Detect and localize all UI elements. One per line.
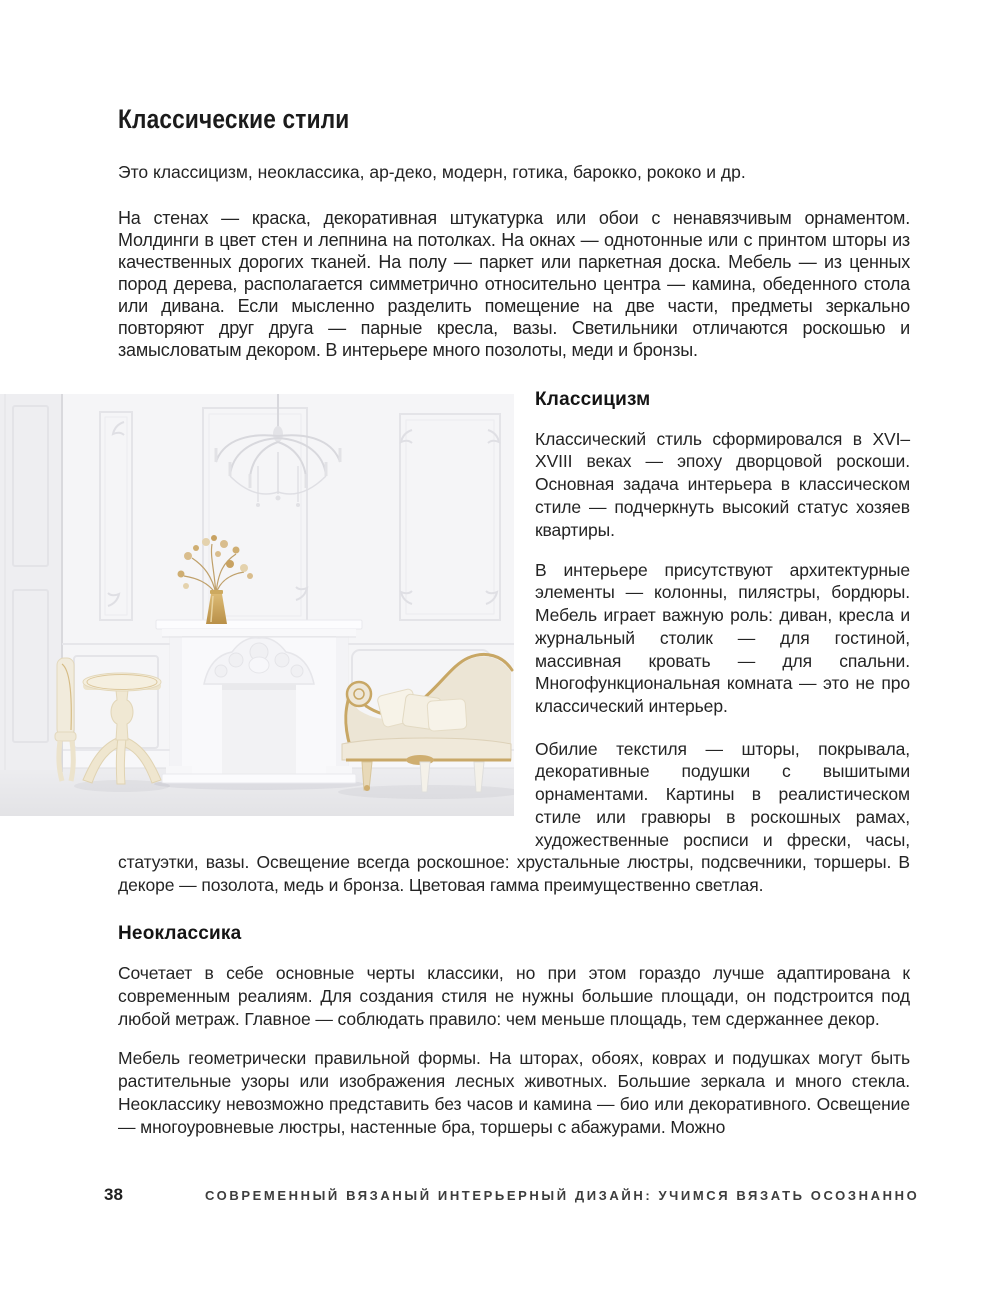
neoclassic-paragraph-2: Мебель геометрически правильной формы. На шторах, обоях, коврах и подушках могут быть растительные узоры или изображения лесных животных. Большие зеркала и много стекла. Неоклассику невозможно представить без часов и камина — био или декоративного. Освещение — многоуровневые люстры, настенные бра, торшеры с абажурами. Можно xyxy=(118,1048,910,1137)
page-footer xyxy=(104,1185,919,1205)
classicism-paragraph-2: В интерьере присутствуют архитектурные элементы — колонны, пилястры, бордюры. Мебель играет важную роль: диван, кресла и журнальный столик — для гостиной, массивная кровать — для спальни. Многофункциональная комната — это не про классический интерьер. xyxy=(535,559,910,717)
section-heading-neoclassic: Неоклассика xyxy=(118,923,242,945)
section-heading-classicism: Классицизм xyxy=(535,388,651,410)
page-number: 38 xyxy=(104,1185,123,1204)
fireplace-illustration xyxy=(154,620,364,790)
door xyxy=(0,394,62,772)
lead-paragraph: На стенах — краска, декоративная штукатурка или обои с ненавязчивым орнаментом. Молдинги в цвет стен и лепнина на потолках. На окнах — однотонные или с принтом шторы из качественных дорогих тканей. На полу — паркет или паркетная доска. Мебель — из ценных пород дерева, располагается симметрично относительно центра — камина, обеденного стола или дивана. Если мысленно разделить помещение на две части, предметы зеркально повторяют друг друга — парные кресла, вазы. Светильники отличаются роскошью и замысловатым декором. В интерьере много позолоты, меди и бронзы. xyxy=(118,207,910,360)
interior-illustration xyxy=(0,394,514,816)
neoclassic-paragraph-1: Сочетает в себе основные черты классики, но при этом гораздо лучше адаптирована к современным реалиям. Для создания стиля не нужны большие площади, он подстроится под любой метраж. Главное — соблюдать правило: чем меньше площадь, тем сдержаннее декор. xyxy=(118,963,910,1029)
running-title: СОВРЕМЕННЫЙ ВЯЗАНЫЙ ИНТЕРЬЕРНЫЙ ДИЗАЙН: УЧИМСЯ ВЯЗАТЬ ОСОЗНАННО xyxy=(205,1188,920,1203)
classicism-paragraph-3: Обилие текстиля — шторы, покрывала, декоративные подушки с вышитыми орнаментами. Картины в реалистическом стиле или гравюры в роскошных рамах, художественные росписи и фрески, часы, статуэтки, вазы. Освещение всегда роскошное: хрустальные люстры, подсвечники, торшеры. В декоре — позолота, медь и бронза. Цветовая гамма преимущественно светлая. xyxy=(118,738,910,896)
page-title: Классические стили xyxy=(118,104,350,134)
styles-section xyxy=(118,389,910,1139)
intro-paragraph: Это классицизм, неоклассика, ар-деко, модерн, готика, барокко, рококо и др. xyxy=(118,162,746,182)
interior-photo xyxy=(0,394,514,816)
page-content xyxy=(118,0,910,1139)
classicism-paragraph-1: Классический стиль сформировался в XVI–XVIII веках — эпоху дворцовой роскоши. Основная задача интерьера в классическом стиле — подчеркнуть высокий статус хозяев квартиры. xyxy=(535,428,910,540)
